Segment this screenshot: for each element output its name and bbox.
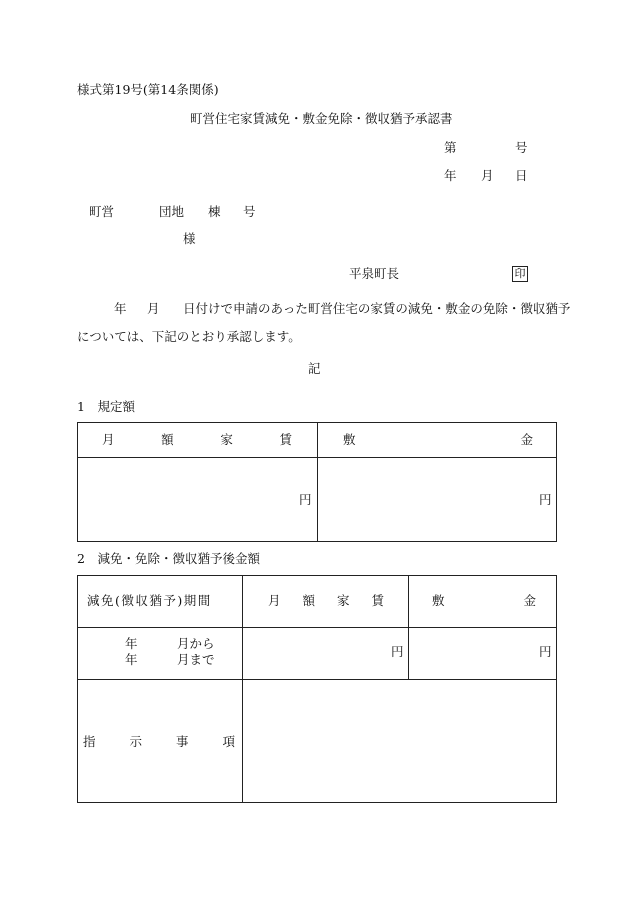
- deposit-header-char: 敷: [343, 432, 356, 447]
- regulated-amount-table: [77, 422, 557, 542]
- doc-number-dai: 第: [444, 140, 457, 155]
- instructions-label-char: 示: [129, 734, 142, 749]
- instructions-label-char: 事: [175, 734, 189, 749]
- instructions-label: [83, 736, 235, 749]
- addressee-danchi: 団地: [159, 204, 185, 219]
- rent-header-char: 家: [336, 593, 350, 608]
- rent-header-char: 月: [268, 593, 281, 608]
- instructions-label-char: 指: [83, 734, 96, 749]
- addressee-sama: 様: [183, 231, 196, 246]
- deposit-header-char: 金: [523, 593, 536, 608]
- table-divider: [78, 679, 556, 680]
- rent-yen-unit: 円: [299, 492, 312, 507]
- date-day: 日: [515, 168, 528, 183]
- rent-header: [102, 434, 292, 447]
- section2-heading: 2 減免・免除・徴収猶予後金額: [77, 551, 260, 566]
- deposit-header-char: 金: [520, 432, 533, 447]
- table-divider: [78, 627, 556, 628]
- rent-header-char: 額: [302, 593, 315, 608]
- table-divider: [317, 423, 318, 541]
- period-header: 減免(徴収猶予)期間: [87, 593, 212, 608]
- date-month: 月: [481, 168, 494, 183]
- body-month: 月: [147, 301, 160, 316]
- rent-header-char: 月: [102, 432, 115, 447]
- deposit-header: [432, 595, 536, 608]
- period-from-text: 月から: [177, 636, 215, 651]
- rent-header-char: 賃: [371, 593, 384, 608]
- rent-header-char: 賃: [279, 432, 292, 447]
- doc-number-go: 号: [515, 140, 528, 155]
- rent-header-char: 家: [220, 432, 233, 447]
- body-line1-text: 日付けで申請のあった町営住宅の家賃の減免・敷金の免除・徴収猶予: [183, 301, 571, 316]
- date-year: 年: [444, 168, 457, 183]
- ki-label: 記: [308, 361, 321, 376]
- addressee-town: 町営: [89, 204, 115, 219]
- deposit-yen-unit: 円: [539, 492, 552, 507]
- deposit-header-char: 敷: [432, 593, 445, 608]
- deposit-header: [343, 434, 533, 447]
- table-divider: [242, 576, 243, 802]
- table-divider: [408, 576, 409, 679]
- addressee-go: 号: [243, 204, 256, 219]
- rent-header-char: 額: [161, 432, 174, 447]
- period-to-year: 年: [125, 652, 138, 667]
- adjusted-amount-table: [77, 575, 557, 803]
- document-title: 町営住宅家賃減免・敷金免除・徴収猶予承認書: [190, 111, 453, 126]
- addressee-tou: 棟: [208, 204, 221, 219]
- section1-heading: 1 規定額: [77, 399, 135, 414]
- form-number: 様式第19号(第14条関係): [77, 82, 219, 97]
- period-from-year: 年: [125, 636, 138, 651]
- body-line2: については、下記のとおり承認します。: [77, 329, 301, 344]
- seal-mark: 印: [512, 266, 528, 282]
- body-year: 年: [114, 301, 127, 316]
- rent-yen-unit: 円: [391, 644, 404, 659]
- rent-header: [268, 595, 384, 608]
- period-to-text: 月まで: [177, 652, 215, 667]
- deposit-yen-unit: 円: [539, 644, 552, 659]
- instructions-label-char: 項: [222, 734, 235, 749]
- issuer-name: 平泉町長: [349, 266, 400, 281]
